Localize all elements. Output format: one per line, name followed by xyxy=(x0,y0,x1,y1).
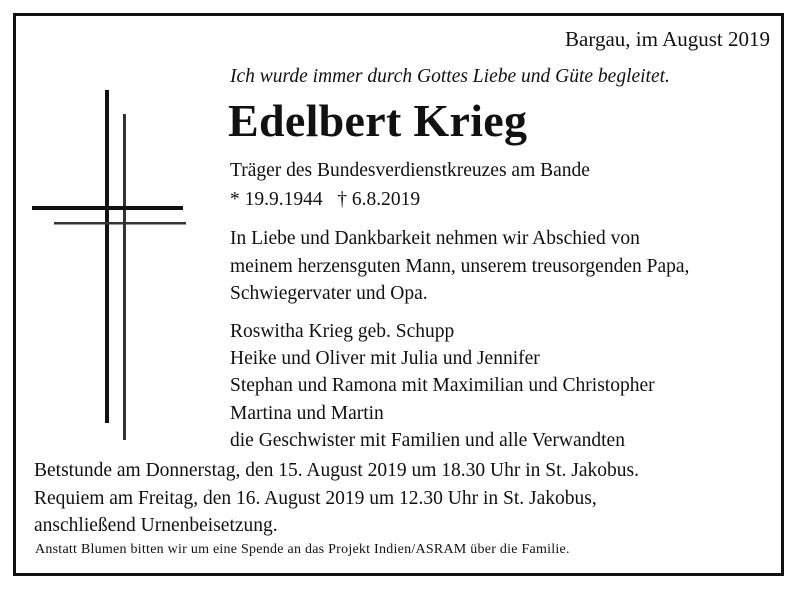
deceased-name: Edelbert Krieg xyxy=(228,95,528,146)
message-line: In Liebe und Dankbarkeit nehmen wir Abschied von xyxy=(230,228,640,249)
mourners-list xyxy=(230,318,655,454)
service-line: Requiem am Freitag, den 16. August 2019 um 12.30 Uhr in St. Jakobus, xyxy=(34,487,597,509)
service-details xyxy=(34,457,639,540)
mourner-line: Heike und Oliver mit Julia und Jennifer xyxy=(230,348,540,370)
honor-title: Träger des Bundesverdienstkreuzes am Bande xyxy=(230,160,590,181)
message-line: Schwiegervater und Opa. xyxy=(230,283,428,304)
mourner-line: Roswitha Krieg geb. Schupp xyxy=(230,321,455,342)
service-line: Betstunde am Donnerstag, den 15. August 2019 um 18.30 Uhr in St. Jakobus. xyxy=(34,460,640,481)
motto: Ich wurde immer durch Gottes Liebe und Güte begleitet. xyxy=(230,66,670,87)
cross-icon xyxy=(28,90,188,445)
message-line: meinem herzensguten Mann, unserem treusorgenden Papa, xyxy=(230,255,690,277)
mourner-line: Stephan und Ramona mit Maximilian und Christopher xyxy=(230,375,655,397)
life-dates: * 19.9.1944 † 6.8.2019 xyxy=(230,189,421,210)
farewell-message xyxy=(230,225,689,308)
service-line: anschließend Urnenbeisetzung. xyxy=(34,515,278,536)
donation-note: Anstatt Blumen bitten wir um eine Spende an das Projekt Indien/ASRAM über die Familie. xyxy=(35,542,570,557)
mourner-line: die Geschwister mit Familien und alle Verwandten xyxy=(230,429,625,451)
place-date: Bargau, im August 2019 xyxy=(565,27,770,51)
mourner-line: Martina und Martin xyxy=(230,402,384,424)
